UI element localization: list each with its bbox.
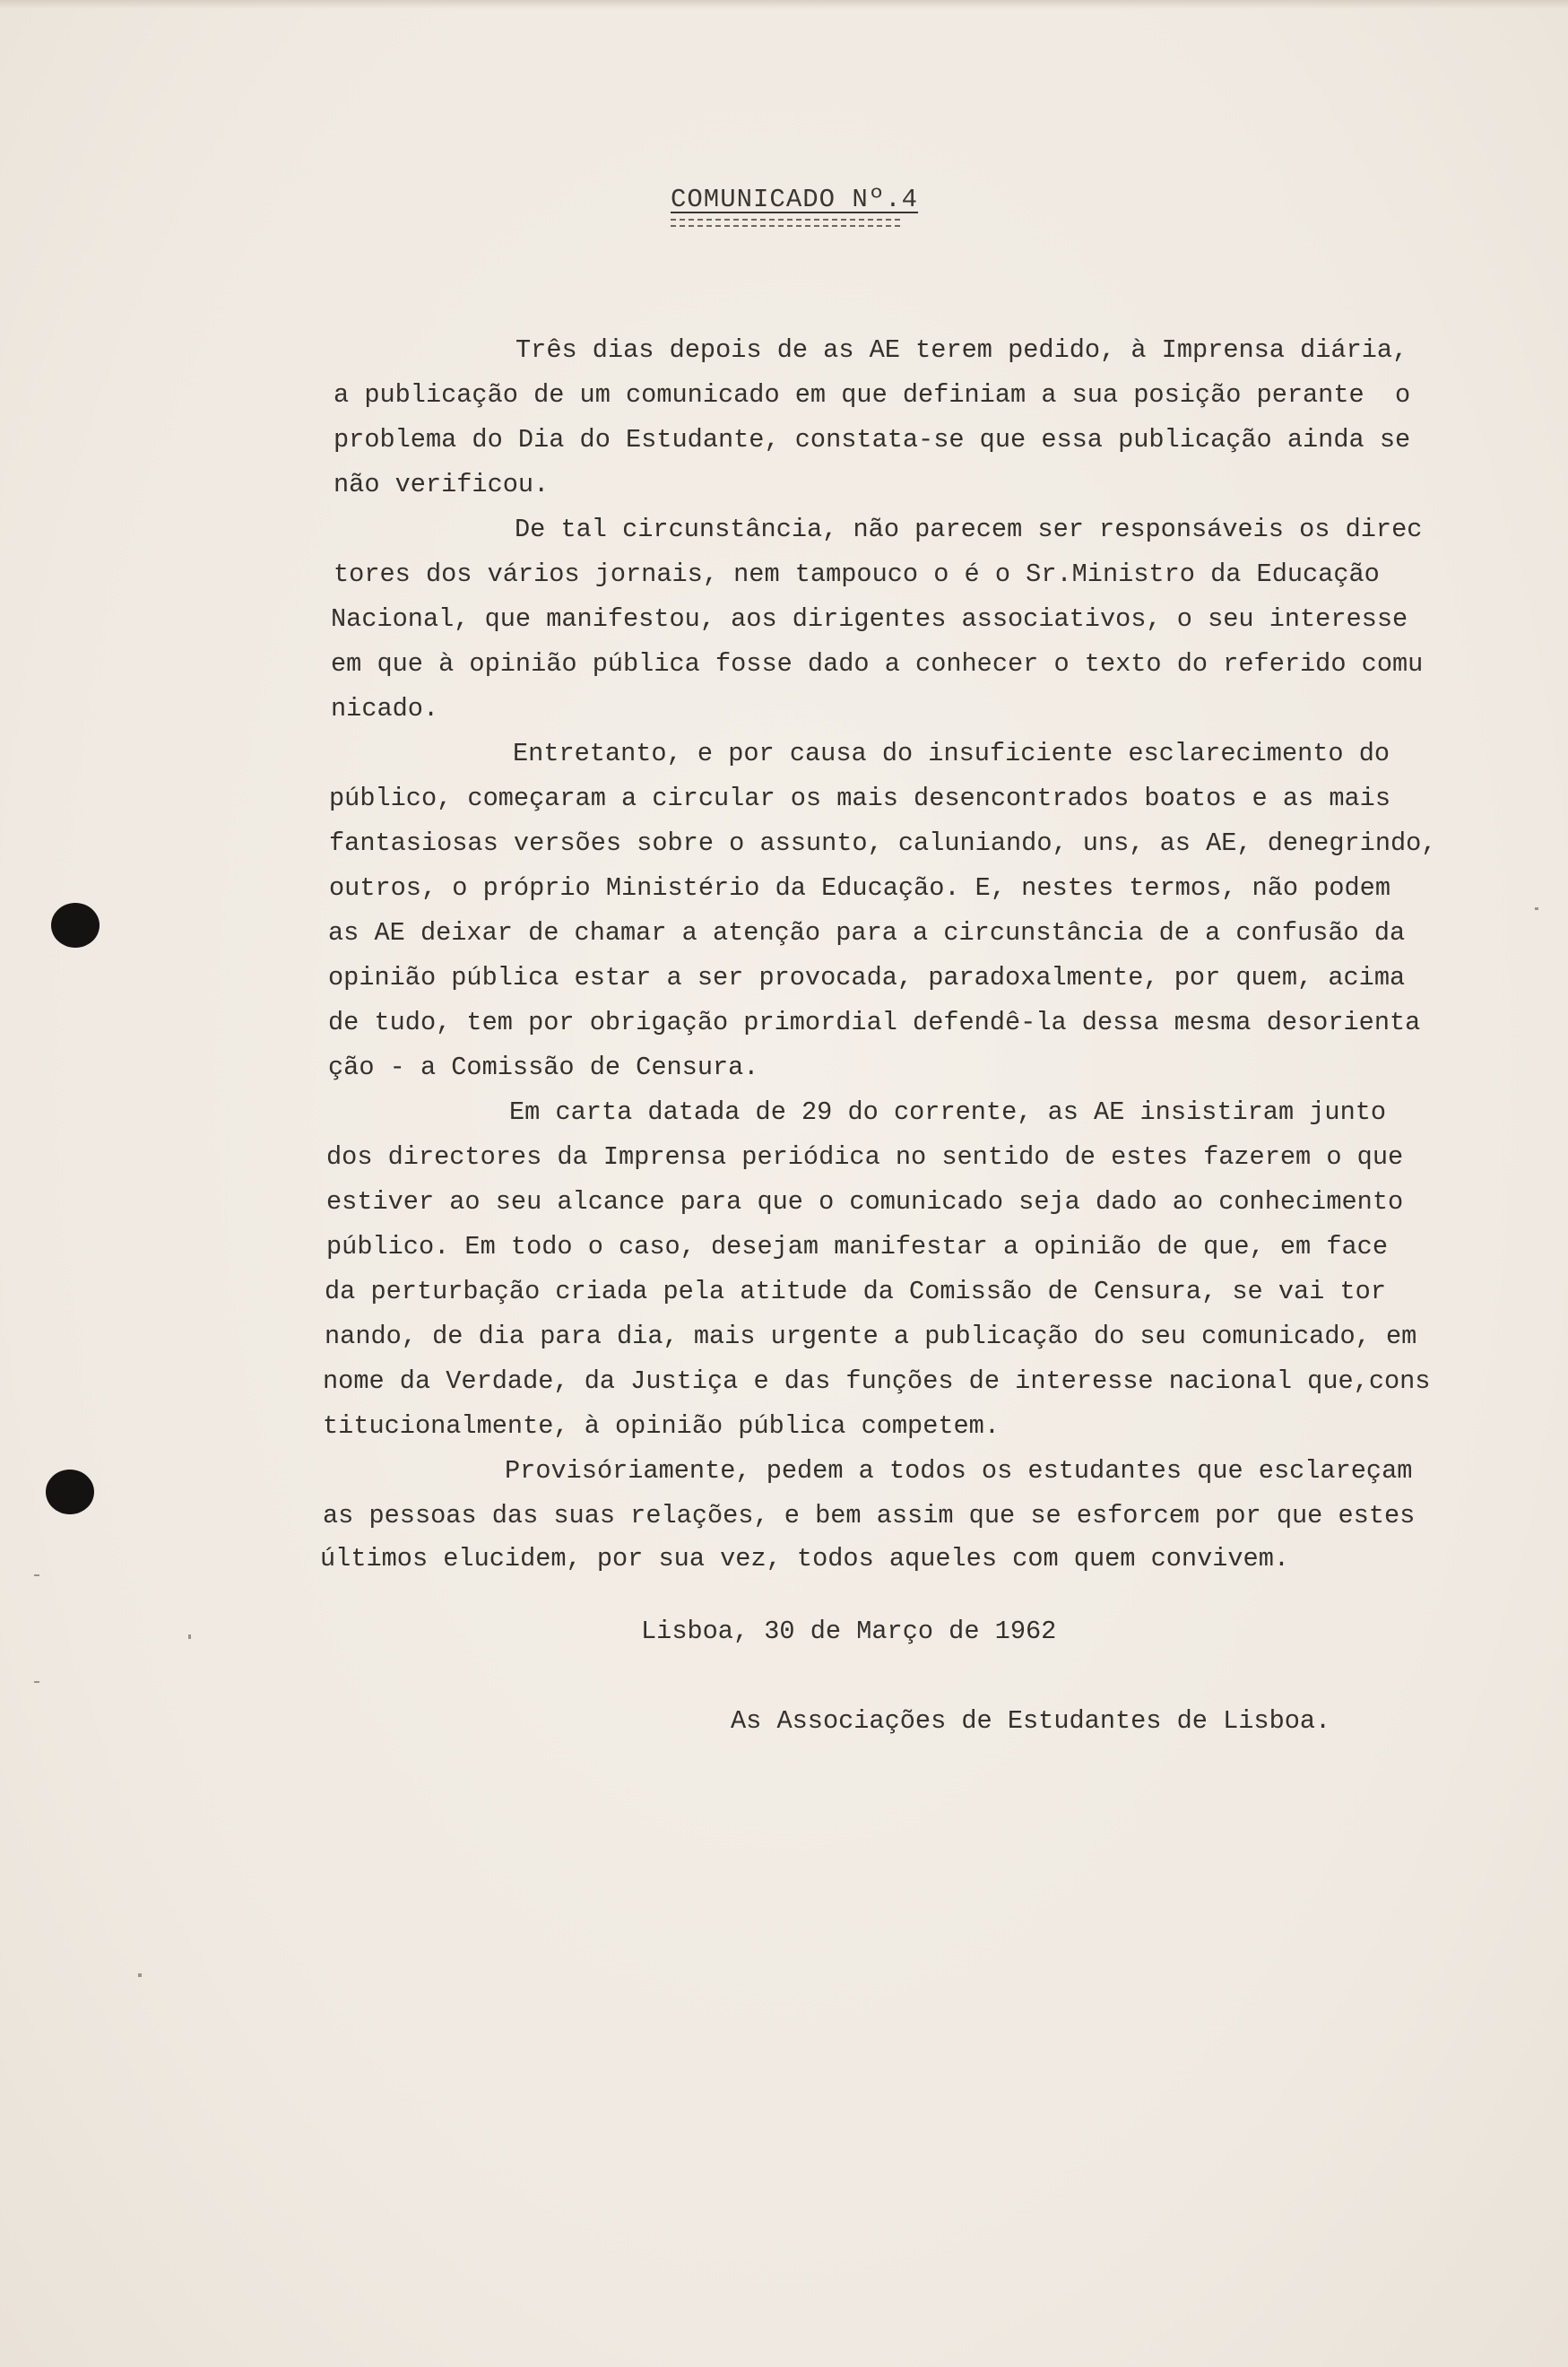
paragraph-4-line-1: Em carta datada de 29 do corrente, as AE insistiram junto [509, 1097, 1387, 1127]
paragraph-1-line-1: Três dias depois de as AE terem pedido, à Imprensa diária, [515, 335, 1408, 365]
paragraph-2-line-3: Nacional, que manifestou, aos dirigentes associativos, o seu interesse [331, 604, 1408, 634]
paragraph-4-line-4: público. Em todo o caso, desejam manifestar a opinião de que, em face [326, 1232, 1388, 1262]
paragraph-3-line-1: Entretanto, e por causa do insuficiente esclarecimento do [513, 739, 1390, 768]
paragraph-2-line-4: em que à opinião pública fosse dado a conhecer o texto do referido comu [331, 649, 1424, 679]
paragraph-2-line-5: nicado. [331, 694, 439, 724]
paper-speck [188, 1634, 191, 1639]
paragraph-1-line-3: problema do Dia do Estudante, constata-se que essa publicação ainda se [334, 425, 1411, 455]
paragraph-3-line-5: as AE deixar de chamar a atenção para a circunstância de a confusão da [328, 918, 1406, 948]
paragraph-4-line-7: nome da Verdade, da Justiça e das funções de interesse nacional que,cons [323, 1366, 1431, 1396]
paper-top-edge [0, 0, 1568, 9]
paper-speck [138, 1973, 142, 1977]
paper-speck [1535, 907, 1538, 910]
paragraph-3-line-3: fantasiosas versões sobre o assunto, caluniando, uns, as AE, denegrindo, [329, 828, 1437, 858]
paragraph-3-line-2: público, começaram a circular os mais desencontrados boatos e as mais [329, 784, 1390, 813]
paragraph-5-line-2: as pessoas das suas relações, e bem assim que se esforcem por que estes [323, 1501, 1416, 1530]
paragraph-3-line-8: ção - a Comissão de Censura. [328, 1053, 759, 1082]
document-title: COMUNICADO Nº.4 [671, 185, 919, 214]
paragraph-4-line-3: estiver ao seu alcance para que o comunicado seja dado ao conhecimento [326, 1187, 1404, 1217]
paragraph-4-line-2: dos directores da Imprensa periódica no sentido de estes fazerem o que [326, 1142, 1404, 1172]
paragraph-1-line-4: não verificou. [334, 470, 550, 499]
paper-speck [34, 1681, 39, 1683]
paragraph-3-line-4: outros, o próprio Ministério da Educação. E, nestes termos, não podem [329, 873, 1390, 903]
date-line: Lisboa, 30 de Março de 1962 [641, 1617, 1057, 1646]
signature-line: As Associações de Estudantes de Lisboa. [731, 1706, 1331, 1736]
paragraph-2-line-1: De tal circunstância, não parecem ser responsáveis os direc [515, 515, 1423, 544]
punch-hole-bottom [46, 1470, 94, 1514]
paragraph-4-line-8: titucionalmente, à opinião pública competem. [323, 1411, 1000, 1441]
title-double-rule [671, 219, 900, 227]
paper-speck [34, 1574, 39, 1576]
paragraph-1-line-2: a publicação de um comunicado em que definiam a sua posição perante o [334, 380, 1411, 410]
paragraph-4-line-5: da perturbação criada pela atitude da Comissão de Censura, se vai tor [325, 1277, 1386, 1306]
paragraph-5-line-3: últimos elucidem, por sua vez, todos aqueles com quem convivem. [320, 1544, 1290, 1574]
paragraph-3-line-7: de tudo, tem por obrigação primordial defendê-la dessa mesma desorienta [328, 1008, 1421, 1037]
paragraph-4-line-6: nando, de dia para dia, mais urgente a publicação do seu comunicado, em [325, 1322, 1417, 1351]
punch-hole-top [51, 903, 100, 948]
paragraph-3-line-6: opinião pública estar a ser provocada, paradoxalmente, por quem, acima [328, 963, 1406, 993]
paragraph-2-line-2: tores dos vários jornais, nem tampouco o é o Sr.Ministro da Educação [334, 559, 1380, 589]
paragraph-5-line-1: Provisóriamente, pedem a todos os estudantes que esclareçam [505, 1456, 1413, 1486]
